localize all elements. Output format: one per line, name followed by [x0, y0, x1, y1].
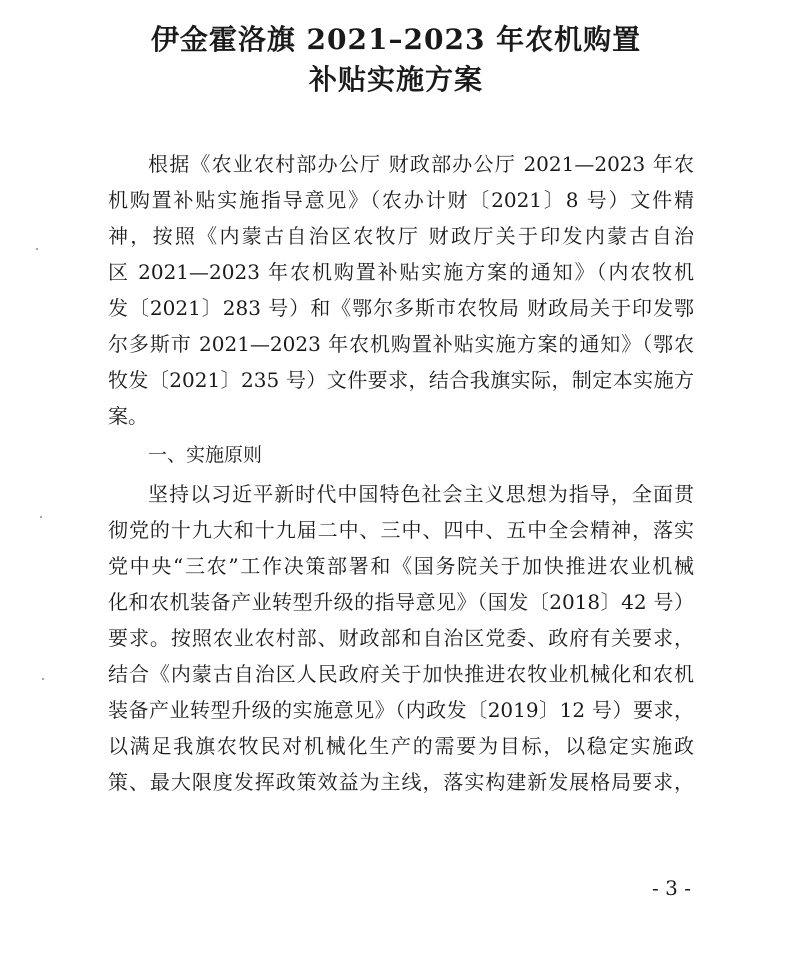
- para1-line-2: 机购置补贴实施指导意见》（农办计财〔2021〕8 号）文件精: [108, 188, 694, 212]
- para1-line-5: 发〔2021〕283 号）和《鄂尔多斯市农牧局 财政局关于印发鄂: [108, 296, 694, 320]
- para1-line-6: 尔多斯市 2021—2023 年农机购置补贴实施方案的通知》（鄂农: [108, 332, 694, 356]
- para2-line-8: 以满足我旗农牧民对机械化生产的需要为目标，以稳定实施政: [108, 734, 694, 758]
- scan-speck: [42, 678, 44, 680]
- para1-line-3: 神，按照《内蒙古自治区农牧厅 财政厅关于印发内蒙古自治: [108, 224, 694, 248]
- para2-line-1: 坚持以习近平新时代中国特色社会主义思想为指导，全面贯: [148, 482, 694, 506]
- document-title-line-2: 补贴实施方案: [308, 63, 483, 96]
- para2-line-7: 装备产业转型升级的实施意见》（内政发〔2019〕12 号）要求，: [108, 698, 694, 722]
- para1-line-1: 根据《农业农村部办公厅 财政部办公厅 2021—2023 年农: [148, 152, 694, 176]
- para2-line-6: 结合《内蒙古自治区人民政府关于加快推进农牧业机械化和农机: [108, 662, 694, 686]
- para1-line-7: 牧发〔2021〕235 号）文件要求，结合我旗实际，制定本实施方: [108, 368, 694, 392]
- para2-line-2: 彻党的十九大和十九届二中、三中、四中、五中全会精神，落实: [108, 518, 694, 542]
- para2-line-5: 要求。按照农业农村部、财政部和自治区党委、政府有关要求，: [108, 626, 694, 650]
- document-title-line-1: 伊金霍洛旗 2021–2023 年农机购置: [150, 23, 642, 56]
- para1-line-4: 区 2021—2023 年农机购置补贴实施方案的通知》（内农牧机: [108, 260, 694, 284]
- para1-line-8: 案。: [108, 404, 148, 428]
- page-number: - 3 -: [652, 876, 691, 900]
- scan-speck: [36, 248, 38, 250]
- para2-line-9: 策、最大限度发挥政策效益为主线，落实构建新发展格局要求，: [108, 770, 694, 794]
- scan-speck: [40, 516, 42, 518]
- para2-line-3: 党中央“三农”工作决策部署和《国务院关于加快推进农业机械: [108, 554, 694, 578]
- para2-line-4: 化和农机装备产业转型升级的指导意见》（国发〔2018〕42 号）: [108, 590, 694, 614]
- section-heading: 一、实施原则: [148, 444, 263, 466]
